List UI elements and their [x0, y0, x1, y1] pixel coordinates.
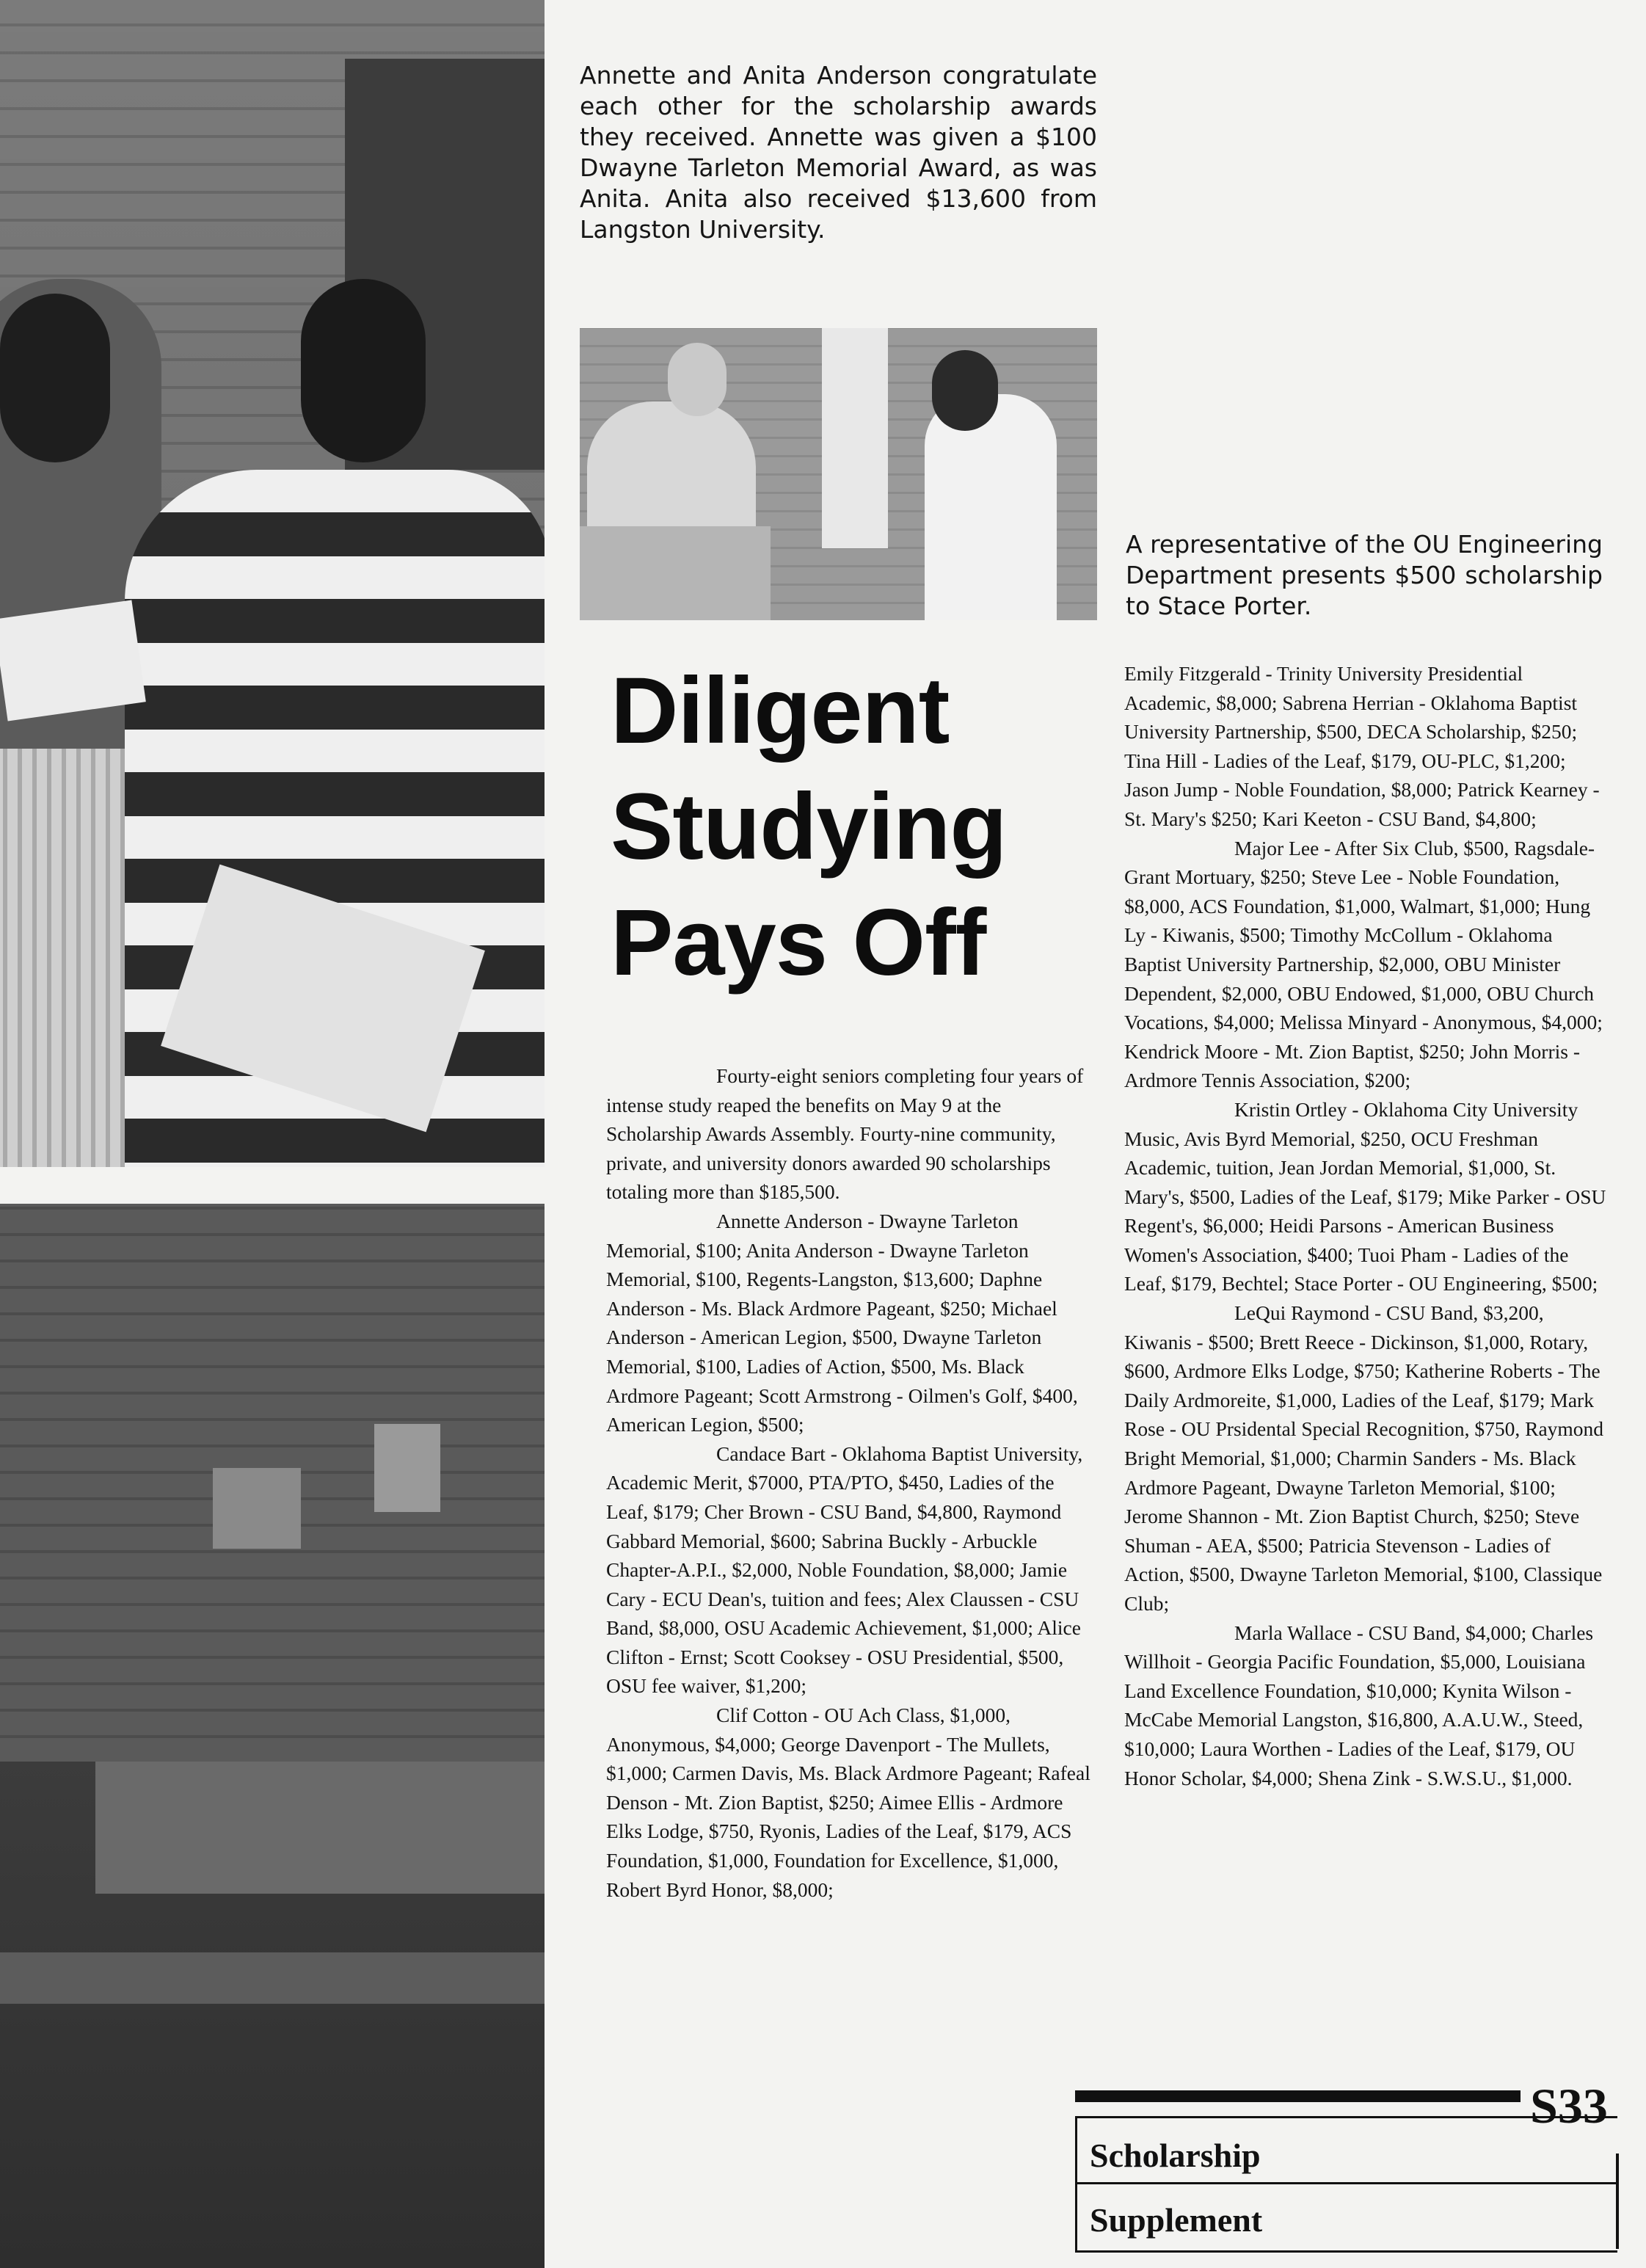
section-label-supplement: Supplement	[1090, 2201, 1263, 2239]
section-divider	[1075, 2182, 1617, 2184]
article-paragraph: Kristin Ortley - Oklahoma City University Music, Avis Byrd Memorial, $250, OCU Freshman Academic, tuition, Jean Jordan Memorial, $1,000, St. Mary's, $500, Ladies of the Leaf, $179; Mike Parker - OSU Regent's, $6,000; Heidi Parsons - American Business Women's Association, $400; Tuoi Pham - Ladies of the Leaf, $179, Bechtel; Stace Porter - OU Engineering, $500;	[1124, 1097, 1606, 1295]
headline	[611, 653, 1110, 1001]
article-column-right	[1124, 659, 1609, 1792]
headline-line-2: Studying	[611, 774, 1007, 879]
article-paragraph: Clif Cotton - OU Ach Class, $1,000, Anonymous, $4,000; George Davenport - The Mullets, $1,000; Carmen Davis, Ms. Black Ardmore Pageant; Rafeal Denson - Mt. Zion Baptist, $250; Aimee Ellis - Ardmore Elks Lodge, $750, Ryonis, Ladies of the Leaf, $179, ACS Foundation, $1,000, Foundation for Excellence, $1,000, Robert Byrd Honor, $8,000;	[606, 1704, 1090, 1901]
article-column-middle	[606, 1061, 1090, 1904]
article-paragraph: Marla Wallace - CSU Band, $4,000; Charles Willhoit - Georgia Pacific Foundation, $5,000, Louisiana Land Excellence Foundation, $10,000; Kynita Wilson - McCabe Memorial Langston, $16,800, A.A.U.W., Steed, $10,000; Laura Worthen - Ladies of the Leaf, $179, OU Honor Scholar, $4,000; Shena Zink - S.W.S.U., $1,000.	[1124, 1621, 1594, 1789]
photo-anderson-sisters	[0, 0, 545, 1167]
headline-line-3: Pays Off	[611, 890, 986, 995]
photo-scholarship-presentation	[580, 328, 1097, 620]
headline-line-1: Diligent	[611, 658, 950, 763]
page-number: S33	[1530, 2078, 1608, 2134]
article-paragraph: Candace Bart - Oklahoma Baptist University, Academic Merit, $7000, PTA/PTO, $450, Ladies of the Leaf, $179; Cher Brown - CSU Band, $4,800, Raymond Gabbard Memorial, $600; Sabrina Buckly - Arbuckle Chapter-A.P.I., $2,000, Noble Foundation, $8,000; Jamie Cary - ECU Dean's, tuition and fees; Alex Claussen - CSU Band, $8,000, OSU Academic Achievement, $1,000; Alice Clifton - Ernst; Scott Cooksey - OSU Presidential, $500, OSU fee waiver, $1,200;	[606, 1442, 1083, 1698]
section-right-rule	[1616, 2153, 1619, 2249]
photo-room	[0, 1204, 545, 2268]
article-paragraph: Annette Anderson - Dwayne Tarleton Memorial, $100; Anita Anderson - Dwayne Tarleton Memorial, $100, Regents-Langston, $13,600; Daphne Anderson - Ms. Black Ardmore Pageant, $250; Michael Anderson - American Legion, $500, Dwayne Tarleton Memorial, $100, Ladies of Action, $500, Ms. Black Ardmore Pageant; Scott Armstrong - Oilmen's Golf, $400, American Legion, $500;	[606, 1209, 1078, 1436]
section-label-scholarship: Scholarship	[1090, 2137, 1261, 2174]
article-paragraph: Emily Fitzgerald - Trinity University Presidential Academic, $8,000; Sabrena Herrian - Oklahoma Baptist University Partnership, $500, DECA Scholarship, $250; Tina Hill - Ladies of the Leaf, $179, OU-PLC, $1,200; Jason Jump - Noble Foundation, $8,000; Patrick Kearney - St. Mary's $250; Kari Keeton - CSU Band, $4,800;	[1124, 662, 1600, 830]
article-paragraph: Fourty-eight seniors completing four years of intense study reaped the benefits on May 9 at the Scholarship Awards Assembly. Fourty-nine community, private, and university donors awarded 90 scholarships totaling more than $185,500.	[606, 1064, 1084, 1204]
article-paragraph: LeQui Raymond - CSU Band, $3,200, Kiwanis - $500; Brett Reece - Dickinson, $1,000, Rotary, $600, Ardmore Elks Lodge, $750; Katherine Roberts - The Daily Ardmoreite, $1,000, Ladies of the Leaf, $179; Mark Rose - OU Prsidental Special Recognition, $750, Raymond Bright Memorial, $1,000; Charmin Sanders - Ms. Black Ardmore Pageant, Dwayne Tarleton Memorial, $100; Jerome Shannon - Mt. Zion Baptist Church, $250; Steve Shuman - AEA, $500; Patricia Stevenson - Ladies of Action, $500, Dwayne Tarleton Memorial, $100, Classique Club;	[1124, 1301, 1604, 1615]
caption-anderson-photo: Annette and Anita Anderson congratulate each other for the scholarship awards they received. Annette was given a $100 Dwayne Tarleton Memorial Award, as was Anita. Anita also received $13,600 from Langston University.	[580, 61, 1097, 244]
section-label-box	[1075, 2078, 1621, 2268]
article-paragraph: Major Lee - After Six Club, $500, Ragsdale-Grant Mortuary, $250; Steve Lee - Noble Foundation, $8,000, ACS Foundation, $1,000, Walmart, $1,000; Hung Ly - Kiwanis, $500; Timothy McCollum - Oklahoma Baptist University Partnership, $2,000, OBU Minister Dependent, $2,000, OBU Endowed, $1,000, OBU Church Vocations, $4,000; Melissa Minyard - Anonymous, $4,000; Kendrick Moore - Mt. Zion Baptist, $250; John Morris - Ardmore Tennis Association, $200;	[1124, 836, 1603, 1092]
caption-engineering-photo: A representative of the OU Engineering Department presents $500 scholarship to Stace Porter.	[1126, 530, 1603, 620]
section-top-rule	[1075, 2090, 1521, 2102]
